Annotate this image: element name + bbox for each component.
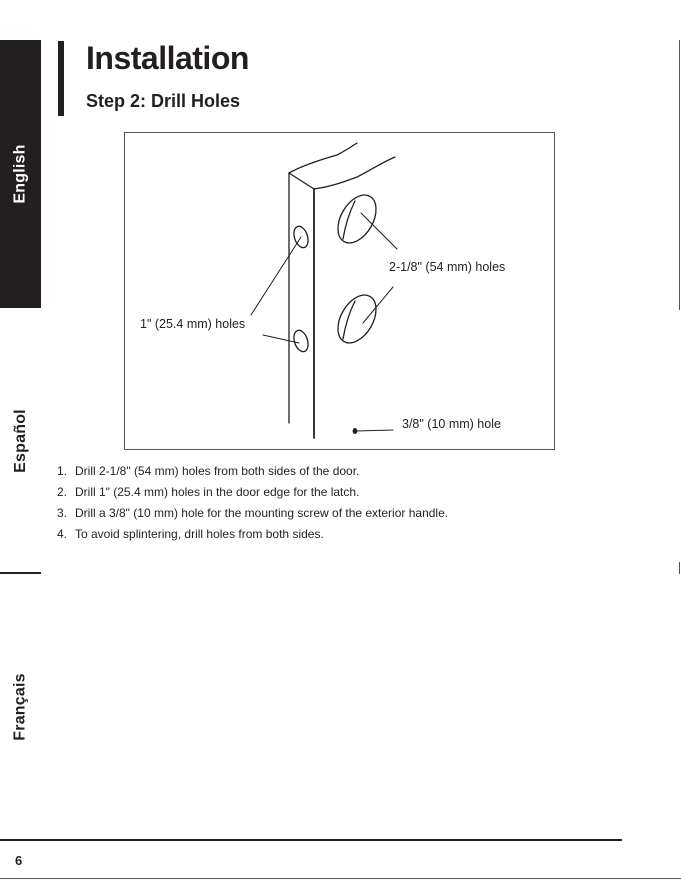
small-hole-lower [291,329,310,354]
callout-large-holes: 2-1/8" (54 mm) holes [389,260,506,274]
tab-espanol-label: Español [11,409,29,473]
page-title: Installation [86,40,249,76]
footer-rule [0,839,622,841]
tab-francais[interactable] [0,574,41,840]
title-accent-bar [58,41,64,116]
leader-large-lower [363,287,393,323]
step-text: Drill a 3/8" (10 mm) hole for the mounting screw of the exterior handle. [75,506,449,520]
page-bottom-edge [0,878,681,879]
step-text: Drill 2-1/8" (54 mm) holes from both sides of the door. [75,464,360,478]
leader-small-upper [251,237,301,315]
callout-small-holes: 1" (25.4 mm) holes [140,317,246,331]
tab-english[interactable] [0,40,41,308]
leader-large-upper [361,213,397,249]
list-item [57,463,448,484]
callout-screw-hole: 3/8" (10 mm) hole [402,417,501,431]
large-hole-lower [330,288,384,349]
list-item [57,526,448,547]
large-hole-upper [330,188,384,249]
step-number: 1. [57,464,68,478]
step-number: 4. [57,527,68,541]
list-item [57,484,448,505]
door-top-corner-line [289,173,314,189]
step-text: Drill 1" (25.4 mm) holes in the door edge for the latch. [75,485,360,499]
instruction-steps [57,463,448,547]
large-hole-upper-inner [343,201,355,239]
tab-english-label: English [11,144,29,204]
page-subtitle: Step 2: Drill Holes [86,91,241,111]
door-top-edge-front [314,157,395,189]
step-text: To avoid splintering, drill holes from both sides. [75,527,324,541]
step-number: 3. [57,506,68,520]
right-edge-line-upper [679,40,680,310]
drill-holes-figure [124,132,555,450]
list-item [57,505,448,526]
page-number: 6 [15,853,23,868]
leader-screw-hole [357,430,393,431]
tab-francais-label: Français [11,673,29,741]
step-number: 2. [57,485,68,499]
large-hole-lower-inner [343,301,355,339]
door-top-edge-back [289,143,357,173]
tab-espanol[interactable] [0,310,41,572]
door-illustration [125,133,556,451]
screw-hole-mark [353,428,358,434]
right-edge-line-lower [679,562,680,574]
